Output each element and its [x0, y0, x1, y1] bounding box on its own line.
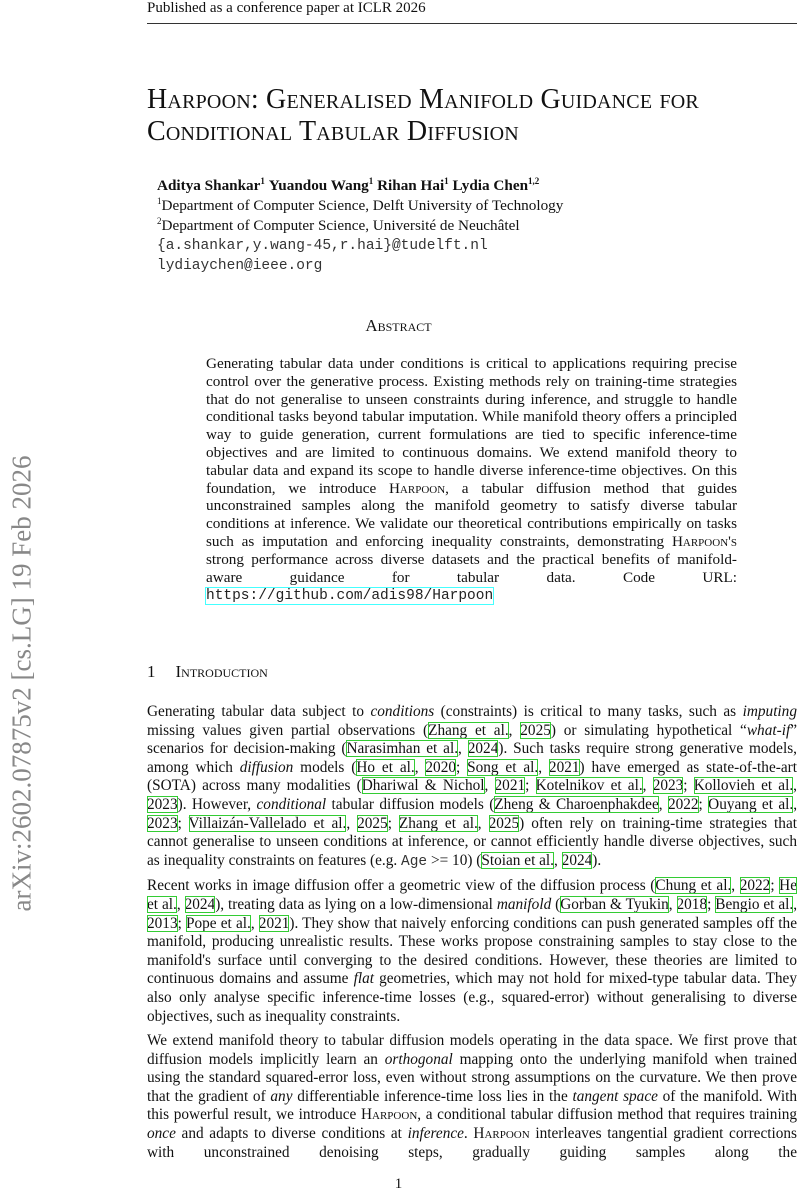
- text-run: ).: [592, 851, 602, 869]
- text-run: geometries, which may not hold for mixed-type tabular data. They also only analyse specific inference-time losses (e.g., squared-error) without generalising to diverse objectives, such as inequality constraints.: [147, 970, 797, 1025]
- text-run: >= 10) (: [427, 851, 482, 869]
- citation-link[interactable]: 2025: [520, 721, 551, 739]
- author: Rihan Hai$^1$: [377, 175, 449, 194]
- email: lydiaychen@ieee.org: [157, 258, 323, 274]
- text-run: differentiable inference-time loss lies in the: [292, 1087, 573, 1105]
- text-run: ,: [658, 795, 668, 813]
- citation-link[interactable]: Bengio et al.: [715, 895, 794, 913]
- text-run: missing values given partial observations (: [147, 721, 429, 739]
- citation-link[interactable]: 2022: [667, 795, 699, 813]
- text-run: ,: [346, 814, 358, 832]
- text-run: ;: [707, 895, 716, 913]
- citation-link[interactable]: 2025: [488, 814, 520, 832]
- section-body: [147, 703, 797, 1162]
- text-run: ;: [177, 914, 186, 932]
- citation-link[interactable]: Narasimhan et al.: [346, 740, 459, 758]
- citation-link[interactable]: 2021: [548, 758, 580, 776]
- citation-link[interactable]: 2024: [467, 740, 499, 758]
- emphasis: conditional: [256, 795, 327, 813]
- author-list: [157, 176, 563, 196]
- text-run: ,: [538, 758, 549, 776]
- citation-link[interactable]: Stoian et al.: [481, 851, 555, 869]
- section-heading: 1 Introduction: [147, 662, 268, 681]
- text-run: (constraints) is critical to many tasks, such as: [434, 703, 743, 720]
- title-line-1: Harpoon: Generalised Manifold Guidance for: [147, 84, 699, 115]
- citation-link[interactable]: 2018: [676, 895, 708, 913]
- citation-link[interactable]: Villaizán-Vallelado et al.: [188, 814, 347, 832]
- text-run: ,: [176, 895, 185, 913]
- text-run: of the manifold. With this powerful result, we introduce: [147, 1087, 797, 1124]
- citation-link[interactable]: Zhang et al.: [428, 721, 509, 739]
- text-run: models (: [293, 758, 357, 776]
- text-run: ,: [793, 895, 797, 913]
- text-run: , a conditional tabular diffusion method that requires training: [417, 1106, 797, 1124]
- emphasis: tangent space: [572, 1087, 658, 1105]
- text-run: ;: [387, 814, 399, 832]
- text-run: ;: [698, 795, 709, 813]
- author: Lydia Chen$^{1,2}$: [452, 175, 540, 194]
- text-run: ,: [250, 914, 259, 932]
- text-run: , a tabular diffusion method that guides unconstrained samples along the manifold geometry to satisfy diverse tabular conditions at inference. We validate our theoretical contributions empirically on tasks such as imputation and enforcing inequality constraints, demonstrating: [206, 479, 737, 550]
- text-run: ,: [458, 740, 468, 758]
- citation-link[interactable]: He et al.: [147, 877, 797, 913]
- text-run: ;: [770, 877, 780, 895]
- citation-link[interactable]: Kollovieh et al.: [693, 777, 794, 795]
- author: Aditya Shankar$^1$: [157, 175, 265, 194]
- text-run: ) or simulating hypothetical “: [550, 721, 747, 739]
- running-header: Published as a conference paper at ICLR 2026: [147, 0, 426, 16]
- author: Yuandou Wang$^1$: [268, 175, 374, 194]
- text-run: ). However,: [177, 795, 257, 813]
- page-number: 1: [394, 1176, 403, 1192]
- text-run: ,: [554, 851, 562, 869]
- citation-link[interactable]: Ho et al.: [356, 758, 415, 776]
- author-block: [157, 176, 563, 276]
- text-run: ,: [793, 777, 797, 795]
- text-run: ). Such tasks require strong generative models, among which: [147, 740, 797, 776]
- abstract-text: [206, 355, 737, 606]
- text-run: ,: [477, 814, 489, 832]
- text-run: (: [551, 895, 561, 913]
- citation-link[interactable]: Zhang et al.: [398, 814, 478, 832]
- text-run: ;: [683, 777, 694, 795]
- paragraph: [147, 877, 797, 1026]
- text-run: ), treating data as lying on a low-dimensional: [215, 895, 497, 913]
- text-run: We extend manifold theory to tabular diffusion models operating in the data space. We first prove that diffusion models implicitly learn an: [147, 1032, 797, 1068]
- citation-link[interactable]: 2025: [357, 814, 388, 832]
- text-run: Recent works in image diffusion offer a geometric view of the diffusion process (: [147, 877, 656, 895]
- text-run: ,: [484, 777, 495, 795]
- title-line-2: Conditional Tabular Diffusion: [147, 116, 519, 147]
- inline-code: Age: [401, 853, 428, 870]
- emphasis: what-if: [746, 721, 791, 739]
- citation-link[interactable]: Pope et al.: [186, 914, 251, 932]
- text-run: ,: [793, 795, 797, 813]
- citation-link[interactable]: 2024: [561, 851, 593, 869]
- text-run: Generating tabular data under conditions is critical to applications requiring precise control over the generative process. Existing methods rely on training-time strategies that do not generalise to unseen constraints during inference, and struggle to handle conditional tasks beyond tabular imputation. While manifold theory offers a principled way to guide generation, current formulations are tied to specific inference-time objectives and are limited to continuous domains. We extend manifold theory to tabular data and expand its scope to handle diverse inference-time objectives. On this foundation, we introduce: [206, 355, 737, 497]
- text-run: ,: [642, 777, 653, 795]
- method-name: Harpoon: [388, 479, 446, 497]
- text-run: and adapts to diverse conditions at: [175, 1125, 408, 1143]
- emphasis: imputing: [742, 703, 797, 720]
- emphasis: conditions: [370, 703, 435, 720]
- affiliation: $^1$Department of Computer Science, Delft University of Technology: [157, 195, 564, 214]
- text-run: ;: [525, 777, 536, 795]
- citation-link[interactable]: Chung et al.: [655, 877, 732, 895]
- text-run: ,: [508, 721, 521, 739]
- paper-title: [147, 84, 699, 148]
- text-run: strong performance across diverse datasets and the practical benefits of manifold-aware guidance for tabular data. Code URL:: [206, 550, 737, 586]
- emphasis: manifold: [496, 895, 552, 913]
- text-run: ,: [668, 895, 677, 913]
- citation-link[interactable]: Zheng & Charoenphakdee: [494, 795, 659, 813]
- text-run: ,: [414, 758, 426, 776]
- code-url-link[interactable]: https://github.com/adis98/Harpoon: [206, 588, 494, 605]
- citation-link[interactable]: Kotelnikov et al.: [535, 777, 643, 795]
- citation-link[interactable]: 2023: [147, 795, 178, 813]
- citation-link[interactable]: 2022: [739, 877, 771, 895]
- citation-link[interactable]: Song et al.: [467, 758, 539, 776]
- emphasis: orthogonal: [384, 1050, 453, 1068]
- affiliation: $^2$Department of Computer Science, Université de Neuchâtel: [157, 215, 520, 234]
- citation-link[interactable]: 2013: [147, 914, 178, 932]
- citation-link[interactable]: 2021: [258, 914, 290, 932]
- citation-link[interactable]: 2023: [652, 777, 684, 795]
- citation-link[interactable]: Gorban & Tyukin: [560, 895, 669, 913]
- text-run: ;: [455, 758, 468, 776]
- text-run: ” scenarios for decision-making (: [147, 721, 797, 758]
- text-run: mapping onto the underlying manifold when trained using the standard squared-error loss, even without strong assumptions on the curvature. We then prove that the gradient of: [147, 1050, 797, 1105]
- text-run: ) have emerged as state-of-the-art (SOTA) across many modalities (: [147, 758, 797, 795]
- text-run: ) often rely on training-time strategies that cannot generalise to unseen conditions at inference, or cannot efficiently handle diverse objectives, such as inequality constraints on features (e.g.: [147, 814, 797, 869]
- emphasis: inference: [407, 1125, 464, 1143]
- emphasis: once: [147, 1125, 176, 1143]
- citation-link[interactable]: 2020: [425, 758, 456, 776]
- arxiv-identifier: arXiv:2602.07875v2 [cs.LG] 19 Feb 2026: [6, 455, 37, 912]
- method-name: Harpoon's: [671, 532, 737, 550]
- citation-link[interactable]: 2023: [147, 814, 178, 832]
- text-run: ,: [731, 877, 740, 895]
- text-run: tabular diffusion models (: [326, 795, 495, 813]
- citation-link[interactable]: 2024: [184, 895, 216, 913]
- method-name: Harpoon: [473, 1125, 530, 1143]
- paragraph: [147, 703, 797, 871]
- email: {a.shankar,y.wang-45,r.hai}@tudelft.nl: [157, 238, 488, 254]
- method-name: Harpoon: [360, 1106, 418, 1124]
- paragraph: [147, 1032, 797, 1162]
- emphasis: any: [270, 1087, 293, 1105]
- citation-link[interactable]: 2021: [494, 777, 526, 795]
- citation-link[interactable]: Ouyang et al.: [708, 795, 794, 813]
- text-run: Generating tabular data subject to: [147, 703, 371, 720]
- text-run: ;: [177, 814, 189, 832]
- emphasis: flat: [353, 970, 374, 988]
- header-rule: [147, 23, 797, 24]
- citation-link[interactable]: Dhariwal & Nichol: [361, 777, 485, 795]
- emphasis: diffusion: [239, 758, 294, 776]
- text-run: .: [463, 1125, 474, 1143]
- abstract-heading: Abstract: [365, 316, 432, 335]
- text-run: interleaves tangential gradient corrections with unconstrained denoising steps, gradually guiding samples along the: [147, 1125, 797, 1161]
- text-run: ). They show that naively enforcing conditions can push generated samples off the manifold, producing unrealistic results. These works propose constraining samples to stay close to the manifold's surface until converging to the desired conditions. However, these theories are limited to continuous domains and assume: [147, 914, 797, 988]
